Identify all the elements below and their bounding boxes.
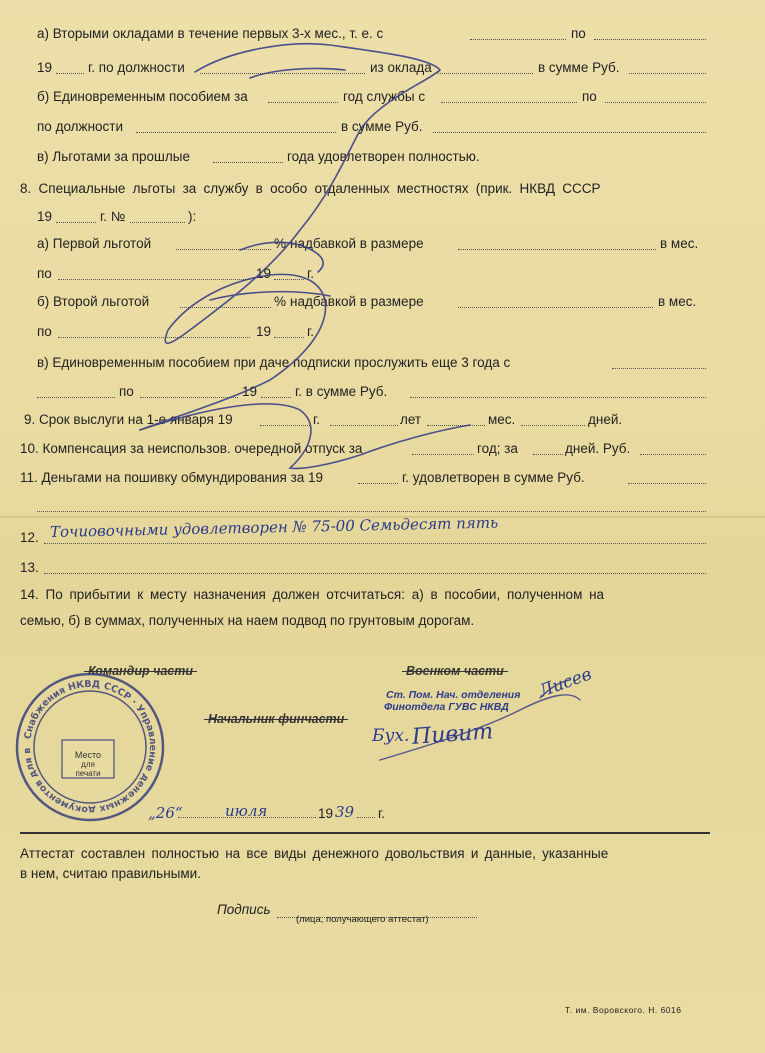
line-7-close: ): <box>188 209 197 224</box>
line-8-month: в мес. <box>660 236 699 251</box>
footer-text-2: в нем, считаю правильными. <box>20 866 201 881</box>
date-year-prefix: 19 <box>318 806 334 821</box>
line-16-rest: г. удовлетворен в сумме Руб. <box>402 470 585 485</box>
line-2-oklad: из оклада <box>370 60 432 75</box>
line-10-month: в мес. <box>658 294 697 309</box>
percent: % <box>274 294 287 309</box>
line-15-rub: дней. Руб. <box>565 441 631 456</box>
item-12-number: 12. <box>20 530 39 545</box>
year-prefix: 19 <box>256 266 272 281</box>
printer-mark: Т. им. Воровского. Н. 6016 <box>565 1005 682 1015</box>
finchief-label: Начальник финчасти <box>208 712 345 726</box>
stamp-line-1: Ст. Пом. Нач. отделения <box>386 689 521 701</box>
separator-line <box>20 832 710 834</box>
line-14-dney: дней. <box>588 412 623 427</box>
percent: % <box>274 236 287 251</box>
line-10-size: надбавкой в размере <box>290 294 424 309</box>
line-13-po: по <box>119 384 134 399</box>
line-10-text: б) Второй льготой <box>37 294 150 309</box>
signature-caption: (лица, получающего аттестат) <box>296 914 429 925</box>
date-day: „26“ <box>148 804 183 822</box>
line-11-po: по <box>37 324 52 339</box>
line-12-text: в) Единовременным пособием при даче подписки прослужить еще 3 года с <box>37 355 511 370</box>
year-prefix: 19 <box>37 60 53 75</box>
line-9-g: г. <box>307 266 315 281</box>
line-5-text: в) Льготами за прошлые <box>37 149 190 164</box>
line-13-sum: г. в сумме Руб. <box>295 384 388 399</box>
year-prefix: 19 <box>242 384 258 399</box>
seal-center-3: печати <box>75 769 101 778</box>
line-4-sum: в сумме Руб. <box>341 119 423 134</box>
item-9-text: 9. Срок выслуги на 1-е января 19 <box>24 412 233 427</box>
footer-text-1: Аттестат составлен полностью на все виды денежного довольствия и данные, указанные <box>20 846 609 861</box>
item-8-heading: 8. Специальные льготы за службу в особо отдаленных местностях (прик. НКВД СССР <box>20 181 601 196</box>
line-14-let: лет <box>400 412 422 427</box>
line-15-year: год; за <box>477 441 518 456</box>
date-suffix: г. <box>378 806 386 821</box>
seal-ring-text: Снабжения НКВД СССР · Управление денежных документов для в <box>21 678 159 816</box>
voenkom-label: Военком части <box>406 664 504 678</box>
item-13-number: 13. <box>20 560 39 575</box>
signature-label: Подпись <box>217 902 271 917</box>
seal-center-1: Место <box>74 750 102 760</box>
line-11-g: г. <box>307 324 315 339</box>
line-7-no: г. № <box>100 209 126 224</box>
line-3-text: б) Единовременным пособием за <box>37 89 248 104</box>
line-14-mes: мес. <box>488 412 516 427</box>
line-14-g: г. <box>313 412 321 427</box>
line-3-year: год службы с <box>343 89 426 104</box>
buh-label: Бух. <box>372 726 410 746</box>
line-2-sum: в сумме Руб. <box>538 60 620 75</box>
line-2-text: г. по должности <box>88 60 185 75</box>
stamp-line-2: Финотдела ГУВС НКВД <box>384 701 509 713</box>
line-3-po: по <box>582 89 597 104</box>
buh-signature: Пивит <box>411 719 494 750</box>
year-prefix: 19 <box>37 209 53 224</box>
line-8-size: надбавкой в размере <box>290 236 424 251</box>
top-signature: Лисев <box>536 664 595 702</box>
line-5-rest: года удовлетворен полностью. <box>287 149 480 164</box>
commander-label: Командир части <box>88 664 194 678</box>
item-11-text: 11. Деньгами на пошивку обмундирования за 19 <box>20 470 324 485</box>
date-year-hand: 39 <box>335 803 355 821</box>
line-4-text: по должности <box>37 119 124 134</box>
seal-center-2: для <box>81 760 95 769</box>
line-1-po: по <box>571 26 586 41</box>
date-year-blank <box>357 817 375 818</box>
item-12-handwriting: Точиовочными удовлетворен № 75-00 Семьдесят пять <box>49 513 499 541</box>
line-8-text: а) Первой льготой <box>37 236 152 251</box>
line-9-po: по <box>37 266 52 281</box>
item-10-text: 10. Компенсация за неиспользов. очередной отпуск за <box>20 441 363 456</box>
year-prefix: 19 <box>256 324 272 339</box>
item-14-text-2: семью, б) в суммах, полученных на наем подвод по грунтовым дорогам. <box>20 613 475 628</box>
line-1-text: а) Вторыми окладами в течение первых 3-х мес., т. е. с <box>37 26 384 41</box>
date-month: июля <box>225 802 268 820</box>
item-14-text: 14. По прибытии к месту назначения должен отсчитаться: а) в пособии, полученном на <box>20 587 605 602</box>
